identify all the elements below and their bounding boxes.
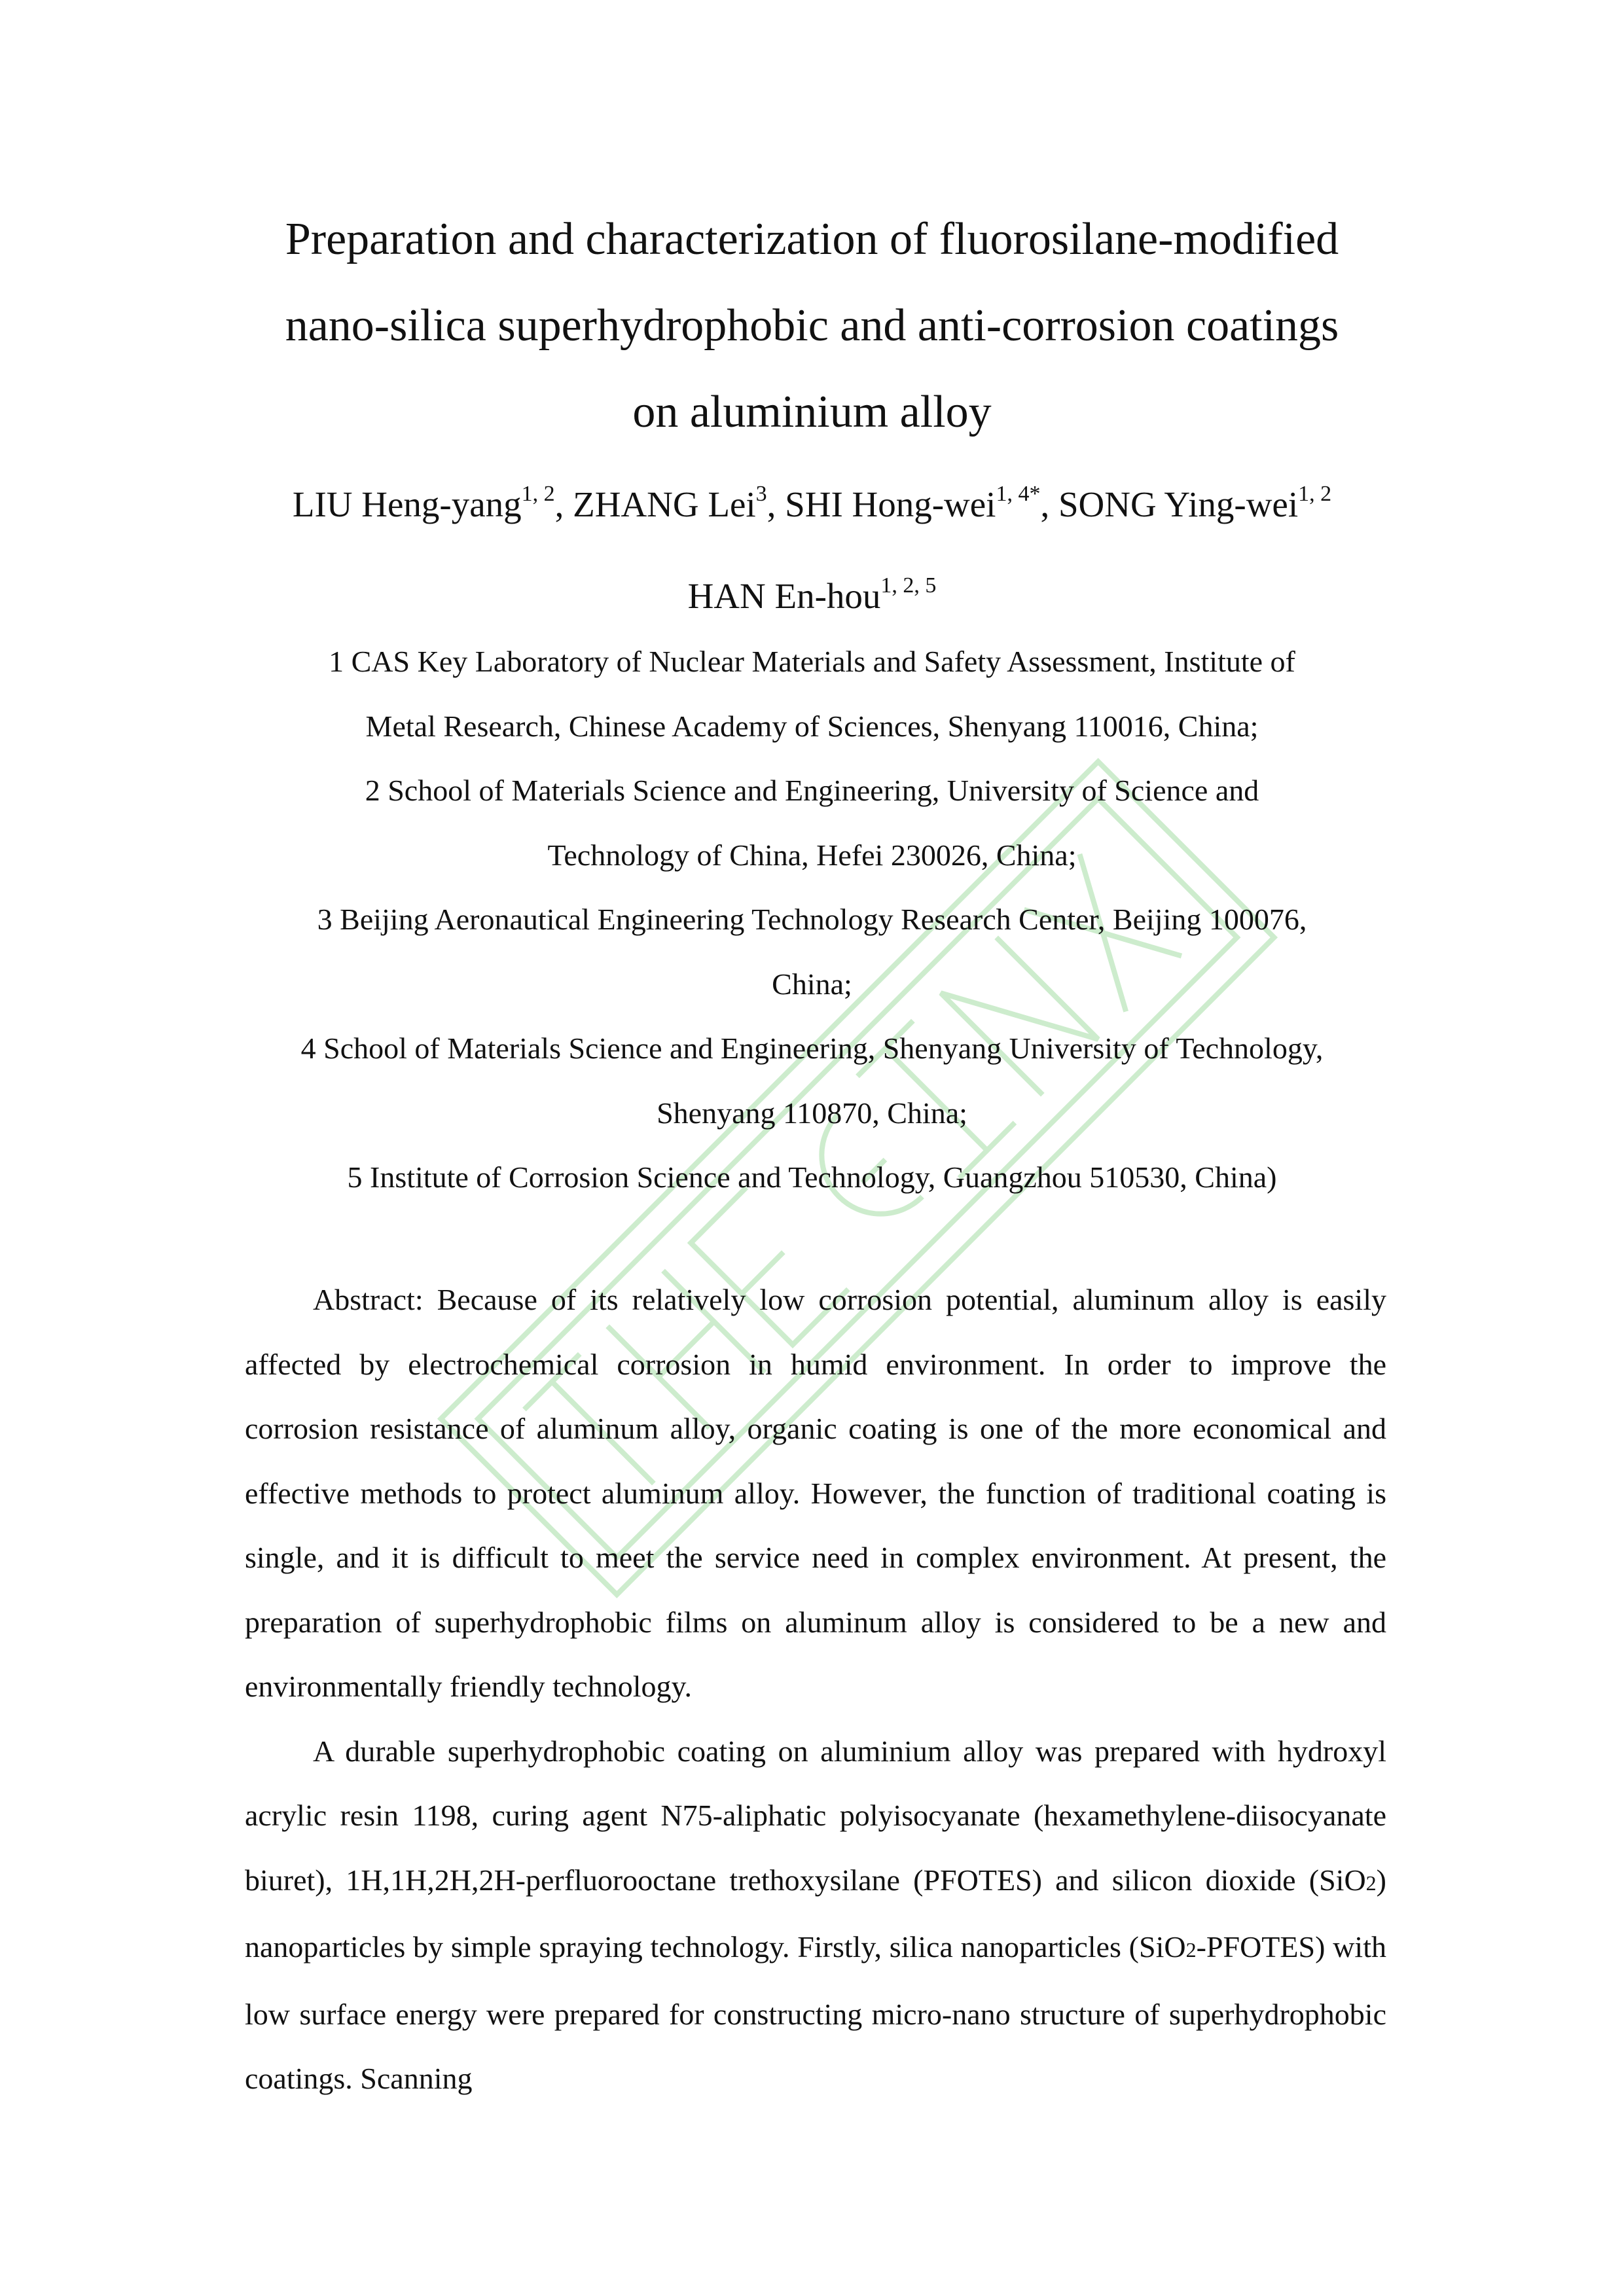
author-line <box>196 461 1428 553</box>
affiliation-line: 2 School of Materials Science and Engineering, University of Science and <box>365 774 1259 807</box>
affiliation-list <box>209 630 1415 1210</box>
author-affiliation-mark: 1, 4* <box>996 482 1041 506</box>
affiliation-line: China; <box>772 967 852 1001</box>
author-name: LIU Heng-yang <box>292 484 522 524</box>
author-name: HAN En-hou <box>687 576 881 616</box>
author-affiliation-mark: 1, 2 <box>521 482 555 506</box>
subscript: 2 <box>1185 1938 1197 1962</box>
affiliation-line: Metal Research, Chinese Academy of Sciences, Shenyang 110016, China; <box>365 709 1259 743</box>
paper-title <box>196 196 1428 456</box>
author-separator: , <box>1040 484 1058 524</box>
author-name: SONG Ying-wei <box>1058 484 1299 524</box>
affiliation-line: Technology of China, Hefei 230026, China; <box>547 838 1077 872</box>
affiliation-line: 5 Institute of Corrosion Science and Technology, Guangzhou 510530, China) <box>347 1160 1277 1194</box>
author-affiliation-mark: 1, 2, 5 <box>880 573 937 598</box>
author-name: ZHANG Lei <box>573 484 756 524</box>
affiliation-line: Shenyang 110870, China; <box>657 1096 967 1130</box>
author-list <box>196 461 1428 645</box>
author-affiliation-mark: 3 <box>755 482 767 506</box>
affiliation-line: 1 CAS Key Laboratory of Nuclear Materials and Safety Assessment, Institute of <box>329 645 1295 678</box>
abstract-paragraph <box>245 1719 1386 2111</box>
title-line: Preparation and characterization of fluorosilane-modified <box>285 214 1339 264</box>
abstract-section <box>245 1268 1386 2111</box>
subscript: 2 <box>1365 1871 1377 1895</box>
author-separator: , <box>554 484 573 524</box>
abstract-paragraph: Abstract: Because of its relatively low corrosion potential, aluminum alloy is easily affected by electrochemical corrosion in humid environment. In order to improve the corrosion resistance of aluminum alloy, organic coating is one of the more economical and effective methods to protect aluminum alloy. However, the function of traditional coating is single, and it is difficult to meet the service need in complex environment. At present, the preparation of superhydrophobic films on aluminum alloy is considered to be a new and environmentally friendly technology. <box>245 1283 1386 1703</box>
title-line: nano-silica superhydrophobic and anti-corrosion coatings <box>285 300 1339 351</box>
affiliation-line: 3 Beijing Aeronautical Engineering Technology Research Center, Beijing 100076, <box>317 903 1307 936</box>
text-run: -PFOTES) with low surface energy were prepared for constructing micro-nano structure of superhydrophobic coatings. Scanning <box>245 1930 1386 2095</box>
text-run: A durable superhydrophobic coating on aluminium alloy was prepared with hydroxyl acrylic resin 1198, curing agent N75-aliphatic polyisocyanate (hexamethylene-diisocyanate biuret), 1H,1H,2H,2H-perfluorooctane trethoxysilane (PFOTES) and silicon dioxide (SiO <box>245 1734 1386 1897</box>
affiliation-line: 4 School of Materials Science and Engineering, Shenyang University of Technology, <box>300 1031 1324 1065</box>
author-affiliation-mark: 1, 2 <box>1298 482 1332 506</box>
author-name: SHI Hong-wei <box>785 484 996 524</box>
title-line: on aluminium alloy <box>632 387 992 437</box>
text-run: ) nanoparticles by simple spraying technology. Firstly, silica nanoparticles (SiO <box>245 1863 1386 1964</box>
author-separator: , <box>767 484 785 524</box>
